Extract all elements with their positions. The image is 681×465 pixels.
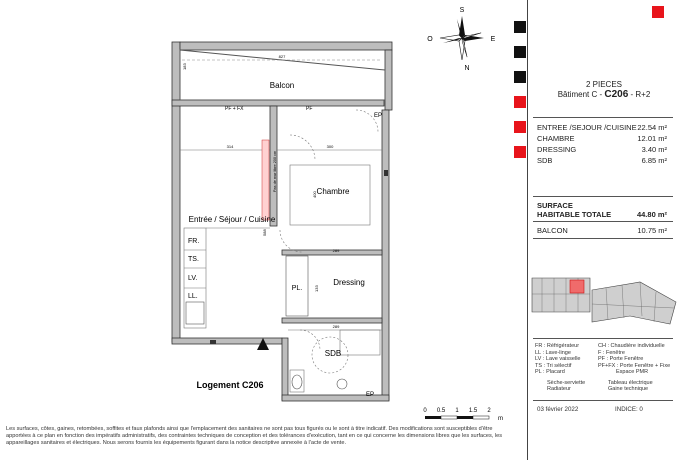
room-pl: PL. bbox=[291, 285, 303, 292]
plan-index: INDICE: 0 bbox=[615, 406, 643, 413]
legend-item bbox=[598, 386, 678, 393]
dim-588: 588 bbox=[262, 229, 267, 236]
legend-code: PF+FX : bbox=[598, 362, 619, 369]
tag-ep-2: EP bbox=[366, 392, 375, 398]
legend-code: PL : bbox=[535, 369, 545, 375]
room-row-label: DRESSING bbox=[537, 145, 577, 154]
room-sdb: SDB bbox=[324, 349, 342, 358]
legend-text: Lave-linge bbox=[545, 349, 571, 356]
square-7 bbox=[514, 146, 526, 158]
legend-text: Tri sélectif bbox=[546, 362, 572, 369]
scale-tick-0: 0 bbox=[423, 408, 427, 414]
legend-code: PF : bbox=[598, 356, 609, 362]
key-plan bbox=[530, 272, 678, 328]
compass-s: S bbox=[459, 7, 465, 14]
fixture-ts: TS. bbox=[188, 256, 199, 263]
square-3 bbox=[514, 46, 526, 58]
scale-tick-05: 0.5 bbox=[436, 408, 446, 414]
room-row-area: 3.40 m² bbox=[641, 145, 667, 154]
building-suffix: - R+2 bbox=[628, 90, 651, 99]
legend-text: Placard bbox=[546, 369, 565, 375]
tag-pf: PF bbox=[306, 106, 313, 112]
scale-tick-15: 1.5 bbox=[468, 408, 478, 414]
room-row-label: ENTREE /SEJOUR /CUISINE bbox=[537, 123, 637, 132]
room-row-dressing bbox=[537, 145, 667, 155]
dim-133: 133 bbox=[314, 285, 319, 292]
legend-code: FR : bbox=[535, 343, 546, 349]
dim-400: 400 bbox=[312, 191, 317, 198]
dim-314: 314 bbox=[226, 144, 234, 149]
apartment-header bbox=[527, 80, 681, 100]
surface-label-1: SURFACE bbox=[537, 201, 573, 210]
legend-item bbox=[535, 386, 605, 393]
surface-label-2: HABITABLE TOTALE bbox=[537, 210, 612, 219]
square-2 bbox=[514, 21, 526, 33]
legend-code: LL : bbox=[535, 349, 544, 356]
plan-date: 03 février 2022 bbox=[537, 406, 579, 413]
dim-289b: 289 bbox=[332, 324, 340, 329]
legend-text: Gaine technique bbox=[608, 386, 649, 392]
square-1 bbox=[652, 6, 664, 18]
scale-tick-1: 1 bbox=[455, 408, 459, 414]
legend-text: Réfrigérateur bbox=[546, 343, 580, 349]
scale-bar bbox=[423, 408, 503, 422]
surface-value: 44.80 m² bbox=[636, 210, 667, 219]
legend-text: Fenêtre bbox=[605, 349, 625, 356]
dim-289a: 289 bbox=[332, 248, 340, 253]
fixture-ll: LL. bbox=[188, 293, 198, 300]
legend-text: Porte Fenêtre + Fixe bbox=[619, 362, 671, 369]
compass-icon bbox=[427, 7, 495, 72]
disclaimer-text: Les surfaces, côtes, gaines, retombées, soffites et faux plafonds ainsi que l'emplacement des sanitaires ne sont pas tous figurés ou le sont à titre indicatif. Des modifications sont susceptibles d'être apportées à ce plan en fonction des impératifs administratifs, des contraintes techniques de conception et des tolérances d'exécution, tant en ce qui concerne les dimensions libres que les surfaces, les appareillages sanitaires et électriques. Nous serons fournis les équipements figurant dans la notice descriptive annexée à l'acte de vente. bbox=[6, 426, 503, 446]
legend-text: Tableau électrique bbox=[608, 379, 653, 386]
fixture-lv: LV. bbox=[188, 275, 198, 282]
room-row-area: 22.54 m² bbox=[637, 123, 667, 132]
compass-o: O bbox=[427, 36, 433, 43]
room-row-label: CHAMBRE bbox=[537, 134, 575, 143]
legend-code: CH : bbox=[598, 343, 609, 349]
scale-tick-2: 2 bbox=[487, 408, 491, 414]
room-row-area: 6.85 m² bbox=[641, 156, 667, 165]
fixture-fr: FR. bbox=[188, 238, 200, 245]
tag-pf-fx: PF + FX bbox=[225, 106, 244, 112]
room-row-label: SDB bbox=[537, 156, 553, 165]
dim-827: 827 bbox=[278, 54, 286, 59]
surface-total-line2 bbox=[537, 210, 667, 220]
balcon-value: 10.75 m² bbox=[637, 226, 667, 235]
square-6 bbox=[514, 121, 526, 133]
room-chambre: Chambre bbox=[316, 187, 350, 196]
room-row-chambre bbox=[537, 134, 667, 144]
balcon-label: BALCON bbox=[537, 226, 568, 235]
room-sejour: Entrée / Séjour / Cuisine bbox=[188, 215, 276, 224]
legend-right bbox=[598, 343, 678, 393]
legend-text: Radiateur bbox=[547, 386, 571, 392]
legend-text: Chaudière individuelle bbox=[610, 343, 665, 349]
building-prefix: Bâtiment C - bbox=[557, 90, 605, 99]
room-row-sejour bbox=[537, 123, 667, 133]
square-4 bbox=[514, 71, 526, 83]
apartment-type: 2 PIECES bbox=[585, 80, 622, 89]
dim-183: 183 bbox=[182, 63, 187, 70]
tag-ep: EP bbox=[374, 113, 383, 119]
legend-text: Sèche-serviette bbox=[547, 379, 586, 386]
logement-label: Logement C206 bbox=[196, 380, 264, 390]
building-lot: C206 bbox=[604, 89, 629, 100]
room-dressing: Dressing bbox=[333, 278, 365, 287]
wall-note: Pas de mur libre 200 cm bbox=[273, 150, 277, 192]
room-balcon: Balcon bbox=[269, 81, 295, 90]
legend-item bbox=[598, 369, 678, 376]
legend-code: TS : bbox=[535, 362, 546, 369]
legend-code: F : bbox=[598, 349, 605, 356]
scale-unit: m bbox=[498, 416, 503, 422]
compass-e: E bbox=[490, 36, 496, 43]
building-line bbox=[527, 90, 681, 100]
room-row-area: 12.01 m² bbox=[637, 134, 667, 143]
room-row-sdb bbox=[537, 156, 667, 166]
legend-text: Porte Fenêtre bbox=[609, 356, 644, 362]
legend-left bbox=[535, 343, 605, 393]
key-plan-highlight bbox=[570, 280, 584, 293]
dim-300: 300 bbox=[326, 144, 334, 149]
balcon-row bbox=[537, 226, 667, 236]
compass-n: N bbox=[464, 65, 470, 72]
legend-code: LV : bbox=[535, 356, 545, 362]
square-5 bbox=[514, 96, 526, 108]
legend-text: Espace PMR bbox=[616, 369, 649, 375]
legend-text: Lave vaisselle bbox=[545, 356, 581, 362]
legend-item bbox=[535, 369, 605, 376]
